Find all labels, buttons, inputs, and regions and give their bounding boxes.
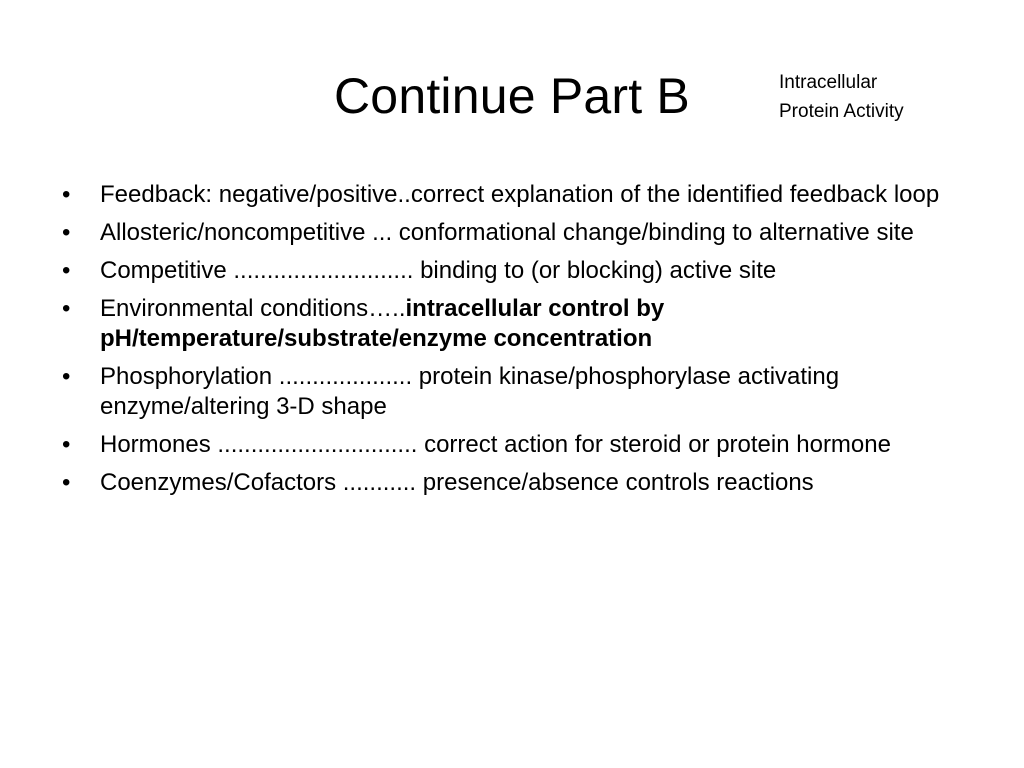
side-note [779, 68, 979, 126]
slide-title: Continue Part B [334, 68, 690, 124]
bullet-text-regular: Allosteric/noncompetitive ... conformational change/binding to alternative site [100, 219, 914, 246]
bullet-marker: • [62, 181, 71, 208]
bullet-marker: • [62, 363, 71, 390]
bullet-text-regular: Competitive ........................... binding to (or blocking) active site [100, 257, 777, 284]
bullet-text [100, 219, 914, 246]
bullet-text-regular: Hormones .............................. correct action for steroid or protein hormone [100, 431, 891, 458]
bullet-item [62, 294, 962, 354]
bullet-marker: • [62, 469, 71, 496]
bullet-item [62, 362, 962, 422]
bullet-text [100, 469, 814, 496]
bullet-item [62, 218, 962, 248]
bullet-list [62, 180, 962, 506]
bullet-item [62, 256, 962, 286]
bullet-text [100, 181, 939, 208]
bullet-marker: • [62, 257, 71, 284]
side-note-line-2: Protein Activity [779, 101, 904, 122]
bullet-marker: • [62, 295, 71, 322]
bullet-text-bold: intracellular control by pH/temperature/substrate/enzyme concentration [100, 295, 665, 352]
bullet-text [100, 257, 776, 284]
bullet-marker: • [62, 219, 71, 246]
bullet-marker: • [62, 431, 71, 458]
bullet-text-regular: Phosphorylation .................... protein kinase/phosphorylase activating enzyme/altering 3-D shape [100, 363, 840, 420]
bullet-text-regular: Environmental conditions….. [100, 295, 406, 322]
bullet-item [62, 180, 962, 210]
bullet-text [100, 363, 839, 420]
bullet-item [62, 468, 962, 498]
bullet-text-regular: Coenzymes/Cofactors ........... presence/absence controls reactions [100, 469, 814, 496]
bullet-item [62, 430, 962, 460]
side-note-line-1: Intracellular [779, 72, 878, 93]
bullet-text [100, 431, 891, 458]
bullet-text [100, 295, 664, 352]
bullet-text-regular: Feedback: negative/positive..correct explanation of the identified feedback loop [100, 181, 940, 208]
